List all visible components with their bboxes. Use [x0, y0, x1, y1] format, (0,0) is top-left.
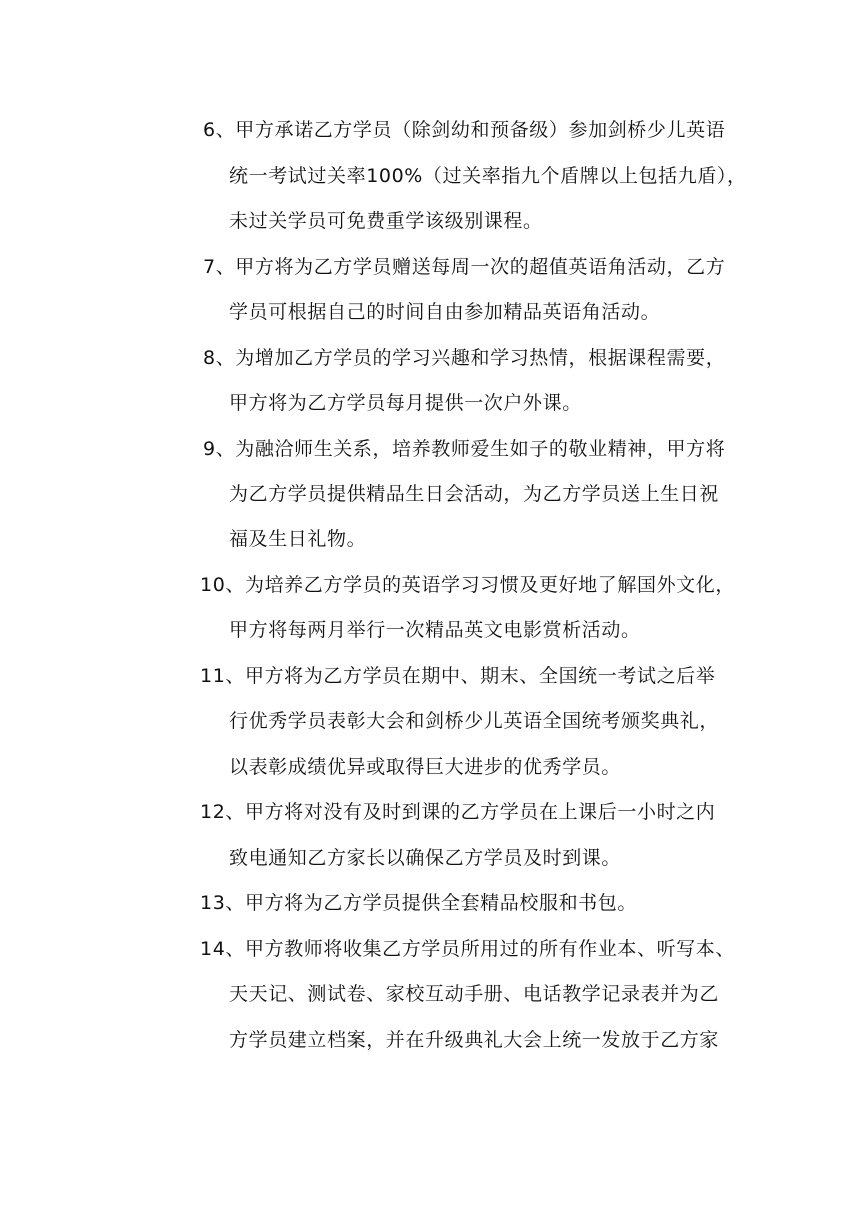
clause-6-line-3: 未过关学员可免费重学该级别课程。 — [229, 210, 543, 232]
clause-8-line-1: 8、为增加乙方学员的学习兴趣和学习热情，根据课程需要， — [203, 347, 726, 369]
clause-7-line-1: 7、甲方将为乙方学员赠送每周一次的超值英语角活动，乙方 — [203, 256, 726, 278]
clause-10-line-1: 10、为培养乙方学员的英语学习习惯及更好地了解国外文化， — [200, 574, 735, 596]
clause-8-line-2: 甲方将为乙方学员每月提供一次户外课。 — [229, 392, 582, 414]
clause-12-line-2: 致电通知乙方家长以确保乙方学员及时到课。 — [229, 847, 622, 869]
clause-13-line-1: 13、甲方将为乙方学员提供全套精品校服和书包。 — [200, 892, 637, 914]
clause-14-line-3: 方学员建立档案，并在升级典礼大会上统一发放于乙方家 — [229, 1029, 720, 1051]
clause-10-line-2: 甲方将每两月举行一次精品英文电影赏析活动。 — [229, 619, 641, 641]
clause-12-line-1: 12、甲方将对没有及时到课的乙方学员在上课后一小时之内 — [200, 801, 716, 823]
clause-14-line-2: 天天记、测试卷、家校互动手册、电话教学记录表并为乙 — [229, 983, 720, 1005]
clause-9-line-2: 为乙方学员提供精品生日会活动，为乙方学员送上生日祝 — [229, 483, 720, 505]
clause-11-line-2: 行优秀学员表彰大会和剑桥少儿英语全国统考颁奖典礼， — [229, 710, 720, 732]
clause-9-line-1: 9、为融洽师生关系，培养教师爱生如子的敬业精神，甲方将 — [203, 438, 726, 460]
clause-14-line-1: 14、甲方教师将收集乙方学员所用过的所有作业本、听写本、 — [200, 938, 735, 960]
clause-6-line-2: 统一考试过关率100%（过关率指九个盾牌以上包括九盾）， — [229, 165, 747, 187]
clause-11-line-1: 11、甲方将为乙方学员在期中、期末、全国统一考试之后举 — [200, 665, 716, 687]
clause-9-line-3: 福及生日礼物。 — [229, 528, 367, 550]
clause-6-line-1: 6、甲方承诺乙方学员（除剑幼和预备级）参加剑桥少儿英语 — [203, 119, 726, 141]
clause-7-line-2: 学员可根据自己的时间自由参加精品英语角活动。 — [229, 301, 661, 323]
clause-11-line-3: 以表彰成绩优异或取得巨大进步的优秀学员。 — [229, 756, 622, 778]
